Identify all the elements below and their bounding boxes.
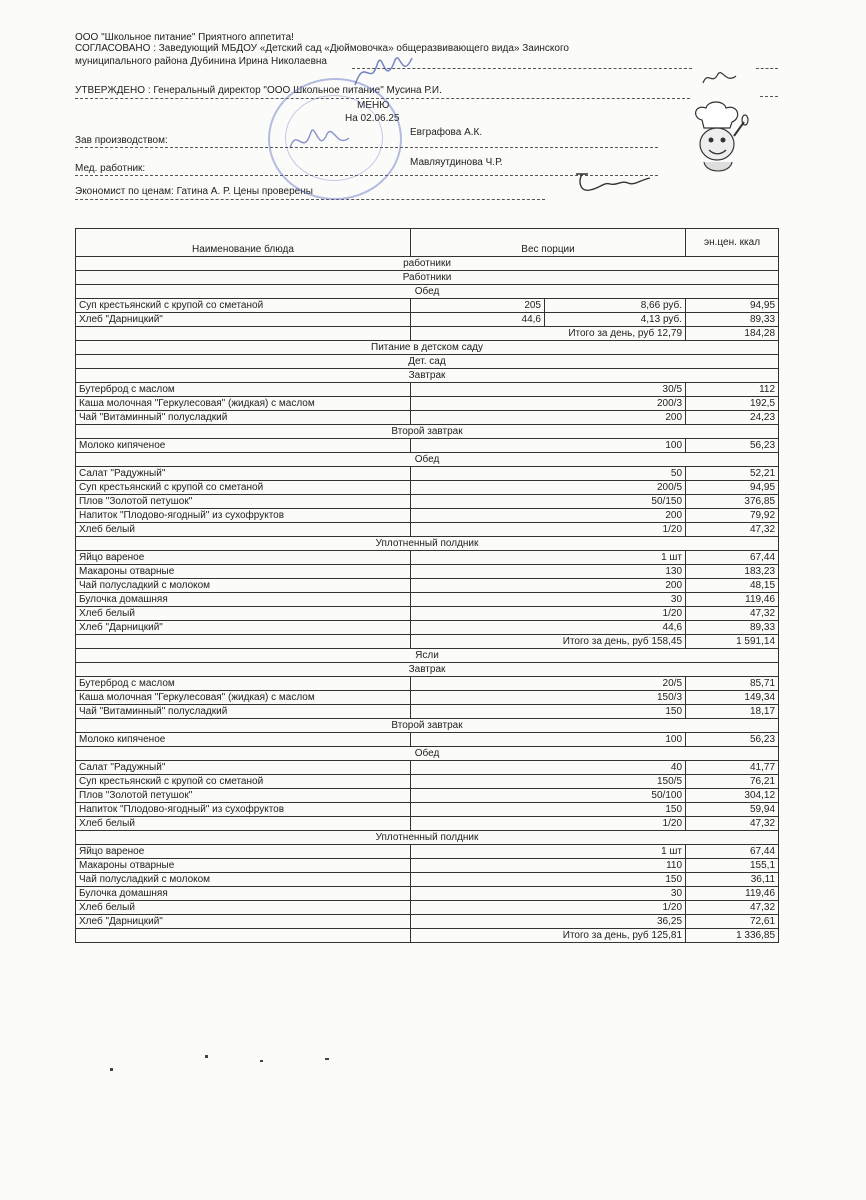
table-row — [76, 313, 779, 327]
section-row — [76, 425, 779, 439]
signature-director — [350, 50, 420, 95]
menu-date: На 02.06.25 — [345, 113, 400, 124]
total-name-cell — [76, 929, 411, 943]
dish-kcal: 94,95 — [686, 299, 779, 313]
section-row — [76, 663, 779, 677]
portion-weight: 44,6 — [411, 621, 686, 635]
portion-weight: 200/3 — [411, 397, 686, 411]
section-label: Работники — [76, 271, 779, 285]
section-label: Завтрак — [76, 369, 779, 383]
dish-price: 4,13 руб. — [545, 313, 686, 327]
dish-kcal: 59,94 — [686, 803, 779, 817]
section-row — [76, 537, 779, 551]
table-header-row — [76, 229, 779, 257]
dish-name: Плов "Золотой петушок" — [76, 789, 411, 803]
dish-kcal: 72,61 — [686, 915, 779, 929]
table-row — [76, 915, 779, 929]
dish-name: Суп крестьянский с крупой со сметаной — [76, 299, 411, 313]
total-label: Итого за день, руб 158,45 — [411, 635, 686, 649]
section-label: Питание в детском саду — [76, 341, 779, 355]
dish-name: Хлеб белый — [76, 607, 411, 621]
portion-weight: 150/5 — [411, 775, 686, 789]
portion-weight: 150 — [411, 803, 686, 817]
total-name-cell — [76, 635, 411, 649]
dish-name: Каша молочная "Геркулесовая" (жидкая) с маслом — [76, 397, 411, 411]
total-row — [76, 929, 779, 943]
table-row — [76, 383, 779, 397]
portion-weight: 110 — [411, 859, 686, 873]
signature-small — [700, 68, 740, 90]
menu-title: МЕНЮ — [357, 100, 390, 111]
production-label: Зав производством: — [75, 135, 168, 146]
table-row — [76, 817, 779, 831]
section-row — [76, 747, 779, 761]
portion-weight: 200 — [411, 579, 686, 593]
portion-weight: 50 — [411, 467, 686, 481]
table-row — [76, 789, 779, 803]
table-row — [76, 593, 779, 607]
table-row — [76, 565, 779, 579]
total-kcal: 1 591,14 — [686, 635, 779, 649]
col-header-name: Наименование блюда — [76, 229, 411, 257]
section-label: работники — [76, 257, 779, 271]
dish-name: Булочка домашняя — [76, 887, 411, 901]
table-row — [76, 803, 779, 817]
section-label: Второй завтрак — [76, 425, 779, 439]
stray-mark — [205, 1055, 208, 1058]
section-row — [76, 831, 779, 845]
table-row — [76, 845, 779, 859]
table-row — [76, 299, 779, 313]
portion-weight: 30/5 — [411, 383, 686, 397]
total-row — [76, 635, 779, 649]
table-row — [76, 621, 779, 635]
dish-kcal: 24,23 — [686, 411, 779, 425]
dish-name: Салат "Радужный" — [76, 467, 411, 481]
signature-line — [756, 68, 778, 69]
dish-kcal: 48,15 — [686, 579, 779, 593]
dish-kcal: 85,71 — [686, 677, 779, 691]
table-row — [76, 677, 779, 691]
portion-weight: 1 шт — [411, 845, 686, 859]
table-row — [76, 467, 779, 481]
table-row — [76, 705, 779, 719]
section-label: Обед — [76, 453, 779, 467]
section-row — [76, 719, 779, 733]
table-row — [76, 523, 779, 537]
dish-name: Напиток "Плодово-ягодный" из сухофруктов — [76, 803, 411, 817]
agreed-line-1: СОГЛАСОВАНО : Заведующий МБДОУ «Детский сад «Дюймовочка» общеразвивающего вида» Заинского — [75, 43, 569, 54]
portion-weight: 150/3 — [411, 691, 686, 705]
dish-kcal: 119,46 — [686, 593, 779, 607]
portion-weight: 150 — [411, 873, 686, 887]
total-label: Итого за день, руб 12,79 — [411, 327, 686, 341]
dish-kcal: 304,12 — [686, 789, 779, 803]
portion-weight: 100 — [411, 439, 686, 453]
production-name: Евграфова А.К. — [410, 127, 483, 138]
table-row — [76, 411, 779, 425]
dish-kcal: 76,21 — [686, 775, 779, 789]
table-row — [76, 873, 779, 887]
col-header-kcal: эн.цен. ккал — [686, 229, 779, 257]
table-row — [76, 887, 779, 901]
dish-kcal: 94,95 — [686, 481, 779, 495]
dish-kcal: 18,17 — [686, 705, 779, 719]
dish-name: Хлеб "Дарницкий" — [76, 915, 411, 929]
dish-kcal: 79,92 — [686, 509, 779, 523]
section-row — [76, 271, 779, 285]
dish-kcal: 89,33 — [686, 313, 779, 327]
table-row — [76, 579, 779, 593]
total-row — [76, 327, 779, 341]
table-row — [76, 775, 779, 789]
dish-name: Чай "Витаминный" полусладкий — [76, 411, 411, 425]
signature-line — [760, 96, 778, 97]
portion-weight: 40 — [411, 761, 686, 775]
dish-name: Бутерброд с маслом — [76, 383, 411, 397]
portion-weight: 1/20 — [411, 607, 686, 621]
portion-weight: 1/20 — [411, 817, 686, 831]
dish-kcal: 149,34 — [686, 691, 779, 705]
portion-weight: 50/150 — [411, 495, 686, 509]
section-label: Ясли — [76, 649, 779, 663]
table-row — [76, 439, 779, 453]
table-row — [76, 761, 779, 775]
section-label: Уплотненный полдник — [76, 831, 779, 845]
table-row — [76, 733, 779, 747]
table-row — [76, 481, 779, 495]
dish-kcal: 41,77 — [686, 761, 779, 775]
dish-name: Хлеб белый — [76, 523, 411, 537]
table-row — [76, 691, 779, 705]
total-name-cell — [76, 327, 411, 341]
menu-table — [75, 228, 779, 943]
dish-name: Чай полусладкий с молоком — [76, 873, 411, 887]
section-row — [76, 285, 779, 299]
dish-name: Плов "Золотой петушок" — [76, 495, 411, 509]
dish-name: Яйцо вареное — [76, 551, 411, 565]
dish-name: Хлеб "Дарницкий" — [76, 313, 411, 327]
portion-weight: 130 — [411, 565, 686, 579]
table-row — [76, 495, 779, 509]
section-label: Дет. сад — [76, 355, 779, 369]
dish-name: Бутерброд с маслом — [76, 677, 411, 691]
dish-kcal: 36,11 — [686, 873, 779, 887]
dish-name: Суп крестьянский с крупой со сметаной — [76, 481, 411, 495]
economist-line: Экономист по ценам: Гатина А. Р. Цены проверены — [75, 186, 313, 197]
dish-name: Хлеб белый — [76, 901, 411, 915]
economist-underline — [75, 199, 545, 200]
table-row — [76, 859, 779, 873]
signature-economist — [570, 168, 655, 198]
dish-kcal: 47,32 — [686, 901, 779, 915]
dish-name: Салат "Радужный" — [76, 761, 411, 775]
portion-weight: 1/20 — [411, 901, 686, 915]
dish-name: Молоко кипяченое — [76, 733, 411, 747]
section-label: Второй завтрак — [76, 719, 779, 733]
stray-mark — [260, 1060, 263, 1062]
portion-weight: 50/100 — [411, 789, 686, 803]
dish-name: Суп крестьянский с крупой со сметаной — [76, 775, 411, 789]
dish-kcal: 155,1 — [686, 859, 779, 873]
dish-kcal: 112 — [686, 383, 779, 397]
dish-kcal: 52,21 — [686, 467, 779, 481]
chef-logo — [688, 100, 750, 180]
portion-weight: 30 — [411, 887, 686, 901]
table-row — [76, 397, 779, 411]
portion-weight: 30 — [411, 593, 686, 607]
dish-kcal: 89,33 — [686, 621, 779, 635]
medic-name: Мавляутдинова Ч.Р. — [410, 157, 503, 168]
dish-kcal: 56,23 — [686, 439, 779, 453]
table-row — [76, 901, 779, 915]
section-row — [76, 257, 779, 271]
section-row — [76, 369, 779, 383]
portion-weight: 205 — [411, 299, 545, 313]
portion-weight: 200 — [411, 411, 686, 425]
section-row — [76, 453, 779, 467]
section-label: Завтрак — [76, 663, 779, 677]
dish-kcal: 56,23 — [686, 733, 779, 747]
dish-kcal: 47,32 — [686, 523, 779, 537]
portion-weight: 150 — [411, 705, 686, 719]
dish-name: Булочка домашняя — [76, 593, 411, 607]
dish-kcal: 67,44 — [686, 551, 779, 565]
total-label: Итого за день, руб 125,81 — [411, 929, 686, 943]
stray-mark — [325, 1058, 329, 1060]
dish-name: Каша молочная "Геркулесовая" (жидкая) с маслом — [76, 691, 411, 705]
dish-price: 8,66 руб. — [545, 299, 686, 313]
total-kcal: 184,28 — [686, 327, 779, 341]
agreed-line-2: муниципального района Дубинина Ирина Николаевна — [75, 56, 327, 67]
dish-name: Хлеб "Дарницкий" — [76, 621, 411, 635]
portion-weight: 1 шт — [411, 551, 686, 565]
dish-name: Хлеб белый — [76, 817, 411, 831]
section-row — [76, 649, 779, 663]
dish-kcal: 183,23 — [686, 565, 779, 579]
section-label: Обед — [76, 747, 779, 761]
col-header-weight: Вес порции — [411, 229, 686, 257]
portion-weight: 36,25 — [411, 915, 686, 929]
portion-weight: 20/5 — [411, 677, 686, 691]
portion-weight: 44,6 — [411, 313, 545, 327]
dish-kcal: 192,5 — [686, 397, 779, 411]
table-row — [76, 607, 779, 621]
table-row — [76, 551, 779, 565]
signature-production — [285, 118, 355, 163]
section-label: Уплотненный полдник — [76, 537, 779, 551]
dish-kcal: 47,32 — [686, 817, 779, 831]
dish-kcal: 376,85 — [686, 495, 779, 509]
total-kcal: 1 336,85 — [686, 929, 779, 943]
stray-mark — [110, 1068, 113, 1071]
portion-weight: 100 — [411, 733, 686, 747]
dish-name: Чай "Витаминный" полусладкий — [76, 705, 411, 719]
dish-name: Напиток "Плодово-ягодный" из сухофруктов — [76, 509, 411, 523]
medic-label: Мед. работник: — [75, 163, 146, 174]
dish-name: Макароны отварные — [76, 859, 411, 873]
portion-weight: 1/20 — [411, 523, 686, 537]
section-row — [76, 341, 779, 355]
dish-name: Яйцо вареное — [76, 845, 411, 859]
company-line: ООО "Школьное питание" Приятного аппетита! — [75, 32, 294, 43]
dish-kcal: 47,32 — [686, 607, 779, 621]
section-label: Обед — [76, 285, 779, 299]
portion-weight: 200 — [411, 509, 686, 523]
dish-kcal: 119,46 — [686, 887, 779, 901]
approved-line: УТВЕРЖДЕНО : Генеральный директор "ООО Школьное питание" Мусина Р.И. — [75, 85, 442, 96]
dish-name: Макароны отварные — [76, 565, 411, 579]
portion-weight: 200/5 — [411, 481, 686, 495]
dish-kcal: 67,44 — [686, 845, 779, 859]
table-row — [76, 509, 779, 523]
dish-name: Чай полусладкий с молоком — [76, 579, 411, 593]
section-row — [76, 355, 779, 369]
dish-name: Молоко кипяченое — [76, 439, 411, 453]
